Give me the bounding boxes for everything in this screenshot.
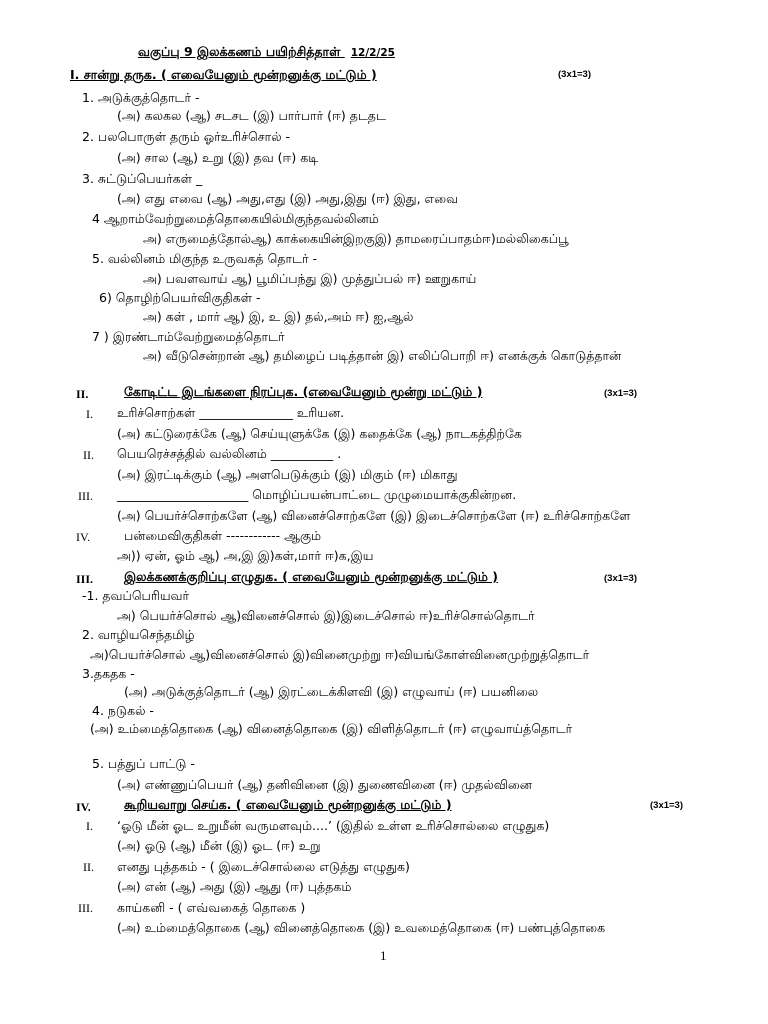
worksheet-title-row xyxy=(138,46,395,59)
options-3-5: (அ) எண்ணுப்பெயர் (ஆ) தனிவினை (இ) துணைவினை (ஈ) முதல்வினை xyxy=(117,777,532,792)
section-1-marks: (3x1=3) xyxy=(558,69,592,80)
options-1-1: (அ) கலகல (ஆ) சடசட (இ) பார்பார் (ஈ) தடதட xyxy=(117,108,386,123)
question-1-1: 1. அடுக்குத்தொடர் - xyxy=(82,90,200,105)
question-3-1: -1. தவப்பெரியவர் xyxy=(82,588,190,603)
section-3-marks: (3x1=3) xyxy=(604,573,638,584)
options-1-4: அ) எருமைத்தோல்ஆ) காக்கையின்இறகுஇ) தாமரைப்பாதம்ஈ)மல்லிகைப்பூ xyxy=(143,231,569,246)
question-1-5: 5. வல்லினம் மிகுந்த உருவகத் தொடர் - xyxy=(92,251,317,266)
question-1-6: 6) தொழிற்பெயர்விகுதிகள் - xyxy=(99,290,261,305)
question-3-3: 3.தகதக - xyxy=(82,666,135,681)
question-2-1: உரிச்சொற்கள் _______________ உரியன. xyxy=(117,405,345,420)
options-2-1: (அ) கட்டுரைக்கே (ஆ) செய்யுளுக்கே (இ) கதைக்கே (ஆ) நாடகத்திற்கே xyxy=(117,426,522,441)
question-2-4-number: IV. xyxy=(76,530,91,544)
section-1-heading: I. சான்று தருக. ( எவையேனும் மூன்றனுக்கு மட்டும் ) xyxy=(70,67,377,82)
options-4-2: (அ) என் (ஆ) அது (இ) ஆது (ஈ) புத்தகம் xyxy=(117,879,352,894)
page-number: 1 xyxy=(380,948,387,963)
options-3-1: அ) பெயர்ச்சொல் ஆ)வினைச்சொல் இ)இடைச்சொல் ஈ)உரிச்சொல்தொடர் xyxy=(117,608,535,623)
options-1-2: (அ) சால (ஆ) உறு (இ) தவ (ஈ) கடி xyxy=(117,150,319,165)
question-2-2-number: II. xyxy=(83,448,94,462)
section-2-heading: கோடிட்ட இடங்களை நிரப்புக. (எவையேனும் மூன்று மட்டும் ) xyxy=(124,384,483,399)
options-2-3: (அ) பெயர்ச்சொற்களே (ஆ) வினைச்சொற்களே (இ) இடைச்சொற்களே (ஈ) உரிச்சொற்களே xyxy=(117,508,631,523)
question-2-4: பன்மைவிகுதிகள் ------------ ஆகும் xyxy=(124,528,322,543)
question-4-3-number: III. xyxy=(78,901,93,915)
section-3-number: III. xyxy=(76,572,94,586)
options-3-3: (அ) அடுக்குத்தொடர் (ஆ) இரட்டைக்கிளவி (இ) எழுவாய் (ஈ) பயனிலை xyxy=(124,684,539,699)
question-1-4: 4 ஆறாம்வேற்றுமைத்தொகையில்மிகுந்தவல்லினம் xyxy=(92,211,379,226)
section-4-marks: (3x1=3) xyxy=(650,800,684,811)
section-3-heading: இலக்கணக்குறிப்பு எழுதுக. ( எவையேனும் மூன்றனுக்கு மட்டும் ) xyxy=(124,569,498,584)
question-2-2: பெயரெச்சத்தில் வல்லினம் __________ . xyxy=(117,446,342,461)
options-1-5: அ) பவளவாய் ஆ) பூமிப்பந்து இ) முத்துப்பல் ஈ) ஊறுகாய் xyxy=(143,271,477,286)
question-3-5: 5. பத்துப் பாட்டு - xyxy=(92,756,195,771)
question-3-4: 4. நடுகல் - xyxy=(92,703,154,718)
options-2-2: (அ) இரட்டிக்கும் (ஆ) அளபெடுக்கும் (இ) மிகும் (ஈ) மிகாது xyxy=(117,467,458,482)
question-4-2-number: II. xyxy=(83,860,94,874)
question-2-3: _____________________ மொழிப்பயன்பாட்டை முழுமையாக்குகின்றன. xyxy=(117,487,517,502)
options-4-1: (அ) ஓடு (ஆ) மீன் (இ) ஓட (ஈ) உறு xyxy=(117,838,321,853)
question-4-1: ‘ஓடு மீன் ஓட உறுமீன் வருமளவும்....’ (இதில் உள்ள உரிச்சொல்லை எழுதுக) xyxy=(117,818,550,833)
question-4-1-number: I. xyxy=(86,819,93,833)
question-1-7: 7 ) இரண்டாம்வேற்றுமைத்தொடர் xyxy=(92,329,285,344)
options-3-4: (அ) உம்மைத்தொகை (ஆ) வினைத்தொகை (இ) விளித்தொடர் (ஈ) எழுவாய்த்தொடர் xyxy=(90,721,573,736)
options-2-4: அ)) ஏன், ஓம் ஆ) அ,இ இ)கள்,மார் ஈ)க,இய xyxy=(117,548,374,563)
question-4-3: காய்கனி - ( எவ்வகைத் தொகை ) xyxy=(117,900,306,915)
options-1-7: அ) வீடுசென்றான் ஆ) தமிழைப் படித்தான் இ) எலிப்பொறி ஈ) எனக்குக் கொடுத்தான் xyxy=(143,348,622,363)
options-1-3: (அ) எது எவை (ஆ) அது,எது (இ) அது,இது (ஈ) இது, எவை xyxy=(117,191,459,206)
section-4-number: IV. xyxy=(76,800,91,814)
section-2-number: II. xyxy=(76,387,89,401)
question-1-3: 3. சுட்டுப்பெயர்கள் _ xyxy=(82,171,203,186)
question-3-2: 2. வாழியசெந்தமிழ் xyxy=(82,627,195,642)
section-4-heading: கூறியவாறு செய்க. ( எவையேனும் மூன்றனுக்கு மட்டும் ) xyxy=(124,797,452,812)
question-2-1-number: I. xyxy=(86,407,93,421)
worksheet-date: 12/2/25 xyxy=(350,47,395,59)
options-1-6: அ) கள் , மார் ஆ) இ, உ இ) தல்,அம் ஈ) ஐ,ஆல் xyxy=(143,309,414,324)
section-2-marks: (3x1=3) xyxy=(604,388,638,399)
worksheet-title: வகுப்பு 9 இலக்கணம் பயிற்சித்தாள் xyxy=(138,44,341,59)
question-1-2: 2. பலபொருள் தரும் ஓர்உரிச்சொல் - xyxy=(82,129,291,144)
question-2-3-number: III. xyxy=(78,489,93,503)
question-4-2: எனது புத்தகம் - ( இடைச்சொல்லை எடுத்து எழுதுக) xyxy=(117,859,410,874)
options-3-2: அ)பெயர்ச்சொல் ஆ)வினைச்சொல் இ)வினைமுற்று ஈ)வியங்கோள்வினைமுற்றுத்தொடர் xyxy=(90,647,590,662)
options-4-3: (அ) உம்மைத்தொகை (ஆ) வினைத்தொகை (இ) உவமைத்தொகை (ஈ) பண்புத்தொகை xyxy=(117,920,606,935)
